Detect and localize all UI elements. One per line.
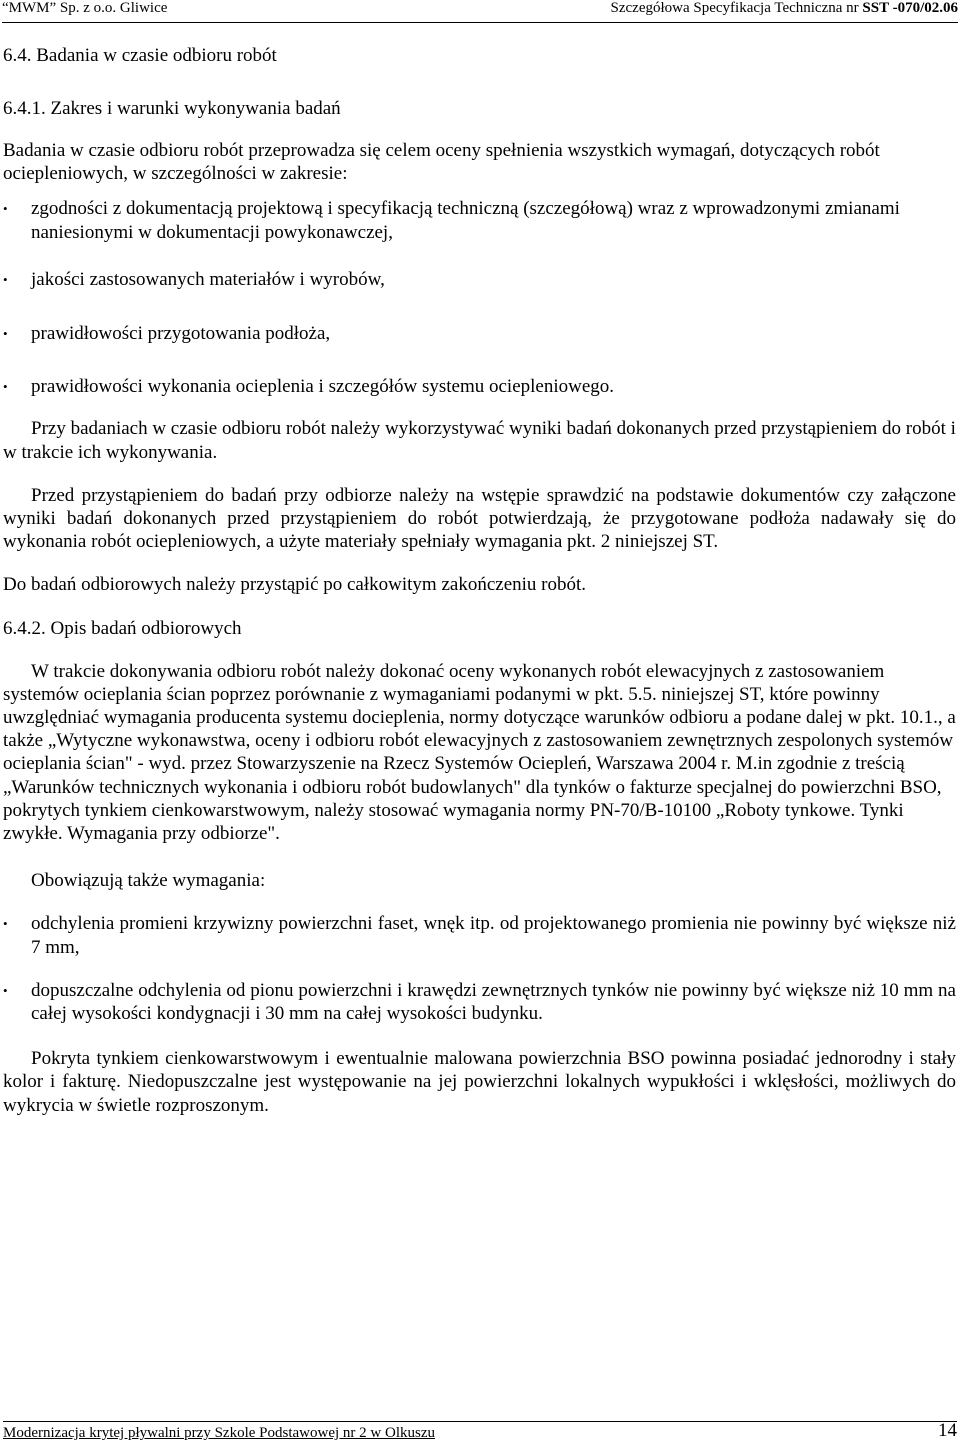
section-6-4-heading: 6.4. Badania w czasie odbioru robót xyxy=(3,45,277,66)
page-header xyxy=(2,0,958,23)
page-number: 14 xyxy=(938,1420,957,1441)
section-6-4-2-paragraph-2: Obowiązują także wymagania: xyxy=(31,870,266,892)
header-spec-title xyxy=(611,0,958,17)
section-6-4-1-heading: 6.4.1. Zakres i warunki wykonywania badań xyxy=(3,98,341,119)
list-item: • jakości zastosowanych materiałów i wyrobów, xyxy=(3,268,956,291)
header-company: “MWM” Sp. z o.o. Gliwice xyxy=(2,0,168,16)
list-item: • prawidłowości wykonania ocieplenia i szczegółów systemu ociepleniowego. xyxy=(3,375,956,398)
section-6-4-2-paragraph-3: Pokryta tynkiem cienkowarstwowym i ewentualnie malowana powierzchnia BSO powinna posiadać jednorodny i stały kolor i fakturę. Niedopuszczalne jest występowanie na jej powierzchni lokalnych wypukłości i wklęsłości, możliwych do wykrycia w świetle rozproszonym. xyxy=(3,1048,956,1116)
page-footer xyxy=(3,1421,957,1444)
section-6-4-1-intro: Badania w czasie odbioru robót przeprowadza się celem oceny spełnienia wszystkich wymagań, dotyczących robót ociepleniowych, w szczególności w zakresie: xyxy=(3,140,880,185)
footer-project-title: Modernizacja krytej pływalni przy Szkole Podstawowej nr 2 w Olkuszu xyxy=(3,1425,435,1441)
document-body xyxy=(3,44,956,1117)
list-item: • prawidłowości przygotowania podłoża, xyxy=(3,322,956,345)
section-6-4-2-paragraph-1: W trakcie dokonywania odbioru robót należy dokonać oceny wykonanych robót elewacyjnych z zastosowaniem systemów ocieplania ścian poprzez porównanie z wymaganiami podanymi w pkt. 5.5. niniejszej ST, które powinny uwzględniać wymagania producenta systemu docieplenia, normy dotyczące warunków odbioru a podane dalej w pkt. 10.1., a także „Wytyczne wykonawstwa, oceny i odbioru robót elewacyjnych z zastosowaniem zewnętrznych zespolonych systemów ocieplania ścian" - wyd. przez Stowarzyszenie na Rzecz Systemów Ociepleń, Warszawa 2004 r. M.in zgodnie z treścią „Warunków technicznych wykonania i odbioru robót budowlanych" dla tynków o fakturze specjalnej do powierzchni BSO, pokrytych tynkiem cienkowarstwowym, należy stosować wymagania normy PN-70/B-10100 „Roboty tynkowe. Tynki zwykłe. Wymagania przy odbiorze". xyxy=(3,660,956,845)
list-item: • zgodności z dokumentacją projektową i specyfikacją techniczną (szczegółową) wraz z wprowadzonymi zmianami naniesionymi w dokumentacji powykonawczej, xyxy=(3,197,956,243)
section-6-4-1-paragraph-3: Do badań odbiorowych należy przystąpić po całkowitym zakończeniu robót. xyxy=(3,574,587,596)
scope-list xyxy=(3,197,956,398)
list-item: • dopuszczalne odchylenia od pionu powierzchni i krawędzi zewnętrznych tynków nie powinny być większe niż 10 mm na całej wysokości kondygnacji i 30 mm na całej wysokości budynku. xyxy=(3,979,956,1025)
section-6-4-1-paragraph-1: Przy badaniach w czasie odbioru robót należy wykorzystywać wyniki badań dokonanych przed przystąpieniem do robót i w trakcie ich wykonywania. xyxy=(3,418,956,463)
section-6-4-2-heading: 6.4.2. Opis badań odbiorowych xyxy=(3,617,242,639)
requirements-list xyxy=(3,912,956,1025)
header-spec-prefix: Szczegółowa Specyfikacja Techniczna nr xyxy=(610,0,863,16)
header-spec-code: SST -070/02.06 xyxy=(862,0,958,16)
list-item: • odchylenia promieni krzywizny powierzchni faset, wnęk itp. od projektowanego promienia nie powinny być większe niż 7 mm, xyxy=(3,912,956,958)
section-6-4-1-paragraph-2: Przed przystąpieniem do badań przy odbiorze należy na wstępie sprawdzić na podstawie dokumentów czy załączone wyniki badań dokonanych przed przystąpieniem do robót potwierdzają, że przygotowane podłoża nadawały się do wykonania robót ociepleniowych, a użyte materiały spełniały wymagania pkt. 2 niniejszej ST. xyxy=(3,484,956,553)
